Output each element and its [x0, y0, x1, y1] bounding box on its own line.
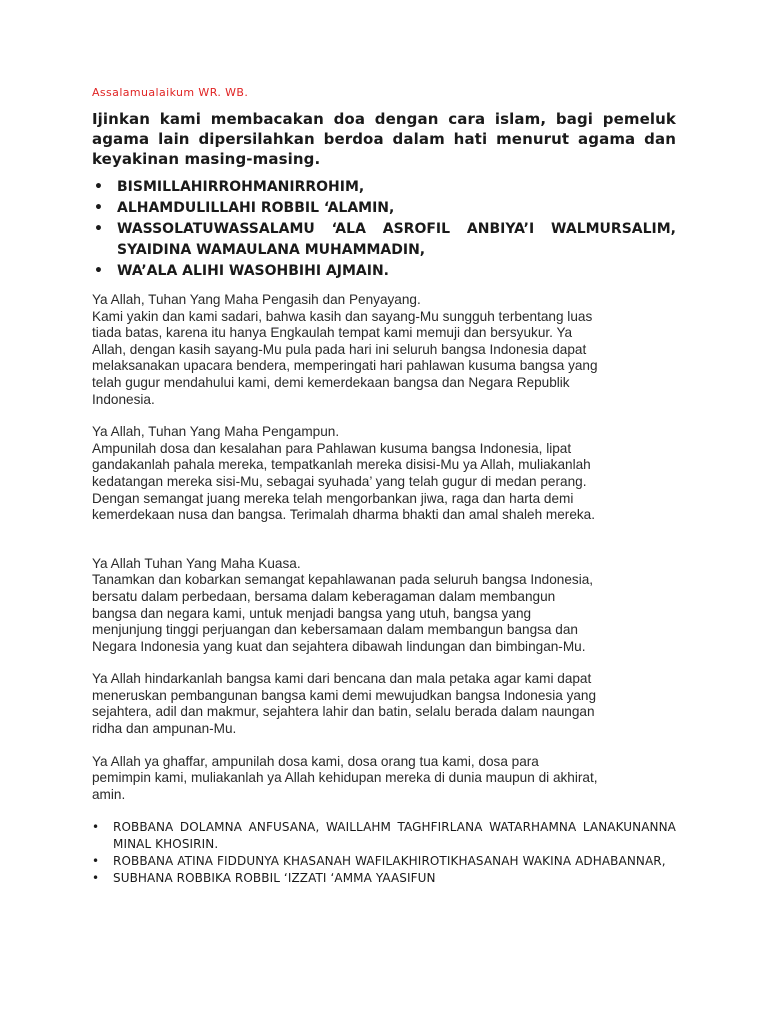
list-item: • ALHAMDULILLAHI ROBBIL ‘ALAMIN,	[92, 198, 676, 219]
list-item: • BISMILLAHIRROHMANIRROHIM,	[92, 177, 676, 198]
paragraph-pengasih: Ya Allah, Tuhan Yang Maha Pengasih dan Penyayang. Kami yakin dan kami sadari, bahwa kasih dan sayang-Mu sungguh terbentang luas tiada batas, karena itu hanya Engkaulah tempat kami memuji dan bersyukur. Ya Allah, dengan kasih sayang-Mu pula pada hari ini seluruh bangsa Indonesia dapat melaksanakan upacara bendera, memperingati hari pahlawan kusuma bangsa yang telah gugur mendahului kami, demi kemerdekaan bangsa dan Negara Republik Indonesia.	[92, 292, 598, 407]
list-item: • SUBHANA ROBBIKA ROBBIL ‘IZZATI ‘AMMA YAASIFUN	[92, 870, 676, 887]
closing-prayer-list	[92, 819, 676, 887]
paragraph-hindarkan: Ya Allah hindarkanlah bangsa kami dari bencana dan mala petaka agar kami dapat meneruskan pembangunan bangsa kami demi mewujudkan bangsa Indonesia yang sejahtera, adil dan makmur, sejahtera lahir dan batin, selalu berada dalam naungan ridha dan ampunan-Mu.	[92, 671, 597, 737]
paragraph-kuasa: Ya Allah Tuhan Yang Maha Kuasa. Tanamkan dan kobarkan semangat kepahlawanan pada seluruh bangsa Indonesia, bersatu dalam perbedaan, bersama dalam keberagaman dalam membangun bangsa dan negara kami, untuk menjadi bangsa yang utuh, bangsa yang menjunjung tinggi perjuangan dan kebersamaan dalam membangun bangsa dan Negara Indonesia yang kuat dan sejahtera dibawah lindungan dan bimbingan-Mu.	[92, 555, 594, 654]
opening-prayer-list	[92, 177, 676, 282]
document-page	[92, 86, 676, 887]
list-item: • WASSOLATUWASSALAMU ‘ALA ASROFIL ANBIYA’I WALMURSALIM, SYAIDINA WAMAULANA MUHAMMADIN,	[92, 219, 676, 261]
intro-paragraph: Ijinkan kami membacakan doa dengan cara islam, bagi pemeluk agama lain dipersilahkan berdoa dalam hati menurut agama dan keyakinan masing-masing.	[92, 110, 676, 168]
paragraph-ghaffar: Ya Allah ya ghaffar, ampunilah dosa kami, dosa orang tua kami, dosa para pemimpin kami, muliakanlah ya Allah kehidupan mereka di dunia maupun di akhirat, amin.	[92, 753, 598, 802]
greeting: Assalamualaikum WR. WB.	[92, 86, 249, 99]
list-item: • WA’ALA ALIHI WASOHBIHI AJMAIN.	[92, 261, 676, 282]
list-item: • ROBBANA ATINA FIDDUNYA KHASANAH WAFILAKHIROTIKHASANAH WAKINA ADHABANNAR,	[92, 853, 676, 870]
paragraph-pengampun: Ya Allah, Tuhan Yang Maha Pengampun. Ampunilah dosa dan kesalahan para Pahlawan kusuma bangsa Indonesia, lipat gandakanlah pahala mereka, tempatkanlah mereka disisi-Mu ya Allah, muliakanlah kedatangan mereka sisi-Mu, sebagai syuhada’ yang telah gugur di medan perang. Dengan semangat juang mereka telah mengorbankan jiwa, raga dan harta demi kemerdekaan nusa dan bangsa. Terimalah dharma bhakti dan amal shaleh mereka.	[92, 424, 596, 523]
list-item: • ROBBANA DOLAMNA ANFUSANA, WAILLAHM TAGHFIRLANA WATARHAMNA LANAKUNANNA MINAL KHOSIRIN.	[92, 819, 676, 853]
